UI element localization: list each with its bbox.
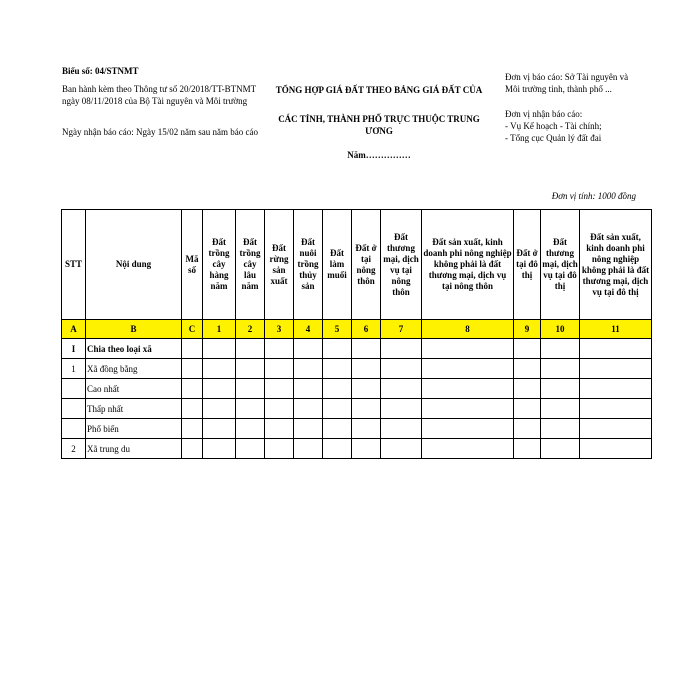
column-index: 3: [265, 320, 294, 339]
recipient-item: - Vụ Kế hoạch - Tài chính;: [505, 121, 602, 131]
column-header: STT: [62, 210, 86, 320]
column-index: 7: [381, 320, 422, 339]
column-header: Đất trồng cây hàng năm: [203, 210, 236, 320]
column-header: Đất làm muối: [323, 210, 352, 320]
column-header: Đất sản xuất, kinh doanh phi nông nghiệp không phải là đất thương mại, dịch vụ tại nông thôn: [422, 210, 514, 320]
column-header: Đất ở tại nông thôn: [352, 210, 381, 320]
row-content: Xã đồng bằng: [86, 359, 182, 379]
recipient-list: [505, 120, 665, 144]
report-title-line2: CÁC TỈNH, THÀNH PHỐ TRỰC THUỘC TRUNG ƯƠNG: [278, 114, 480, 136]
table-row: [62, 419, 652, 439]
column-index: 9: [514, 320, 541, 339]
column-index: 1: [203, 320, 236, 339]
table-row: [62, 359, 652, 379]
recipient-heading: Đơn vị nhận báo cáo:: [505, 109, 583, 119]
recipient-item: - Tổng cục Quản lý đất đai: [505, 133, 602, 143]
column-header: Đất trồng cây lâu năm: [236, 210, 265, 320]
column-index: C: [182, 320, 203, 339]
column-index: 8: [422, 320, 514, 339]
unit-note: Đơn vị tính: 1000 đồng: [551, 191, 636, 201]
row-stt: I: [62, 339, 86, 359]
report-title-line1: TỔNG HỢP GIÁ ĐẤT THEO BẢNG GIÁ ĐẤT CỦA: [275, 85, 483, 95]
column-index: 2: [236, 320, 265, 339]
receipt-date: Ngày nhận báo cáo: Ngày 15/02 năm sau năm báo cáo: [62, 127, 258, 137]
row-content: Cao nhất: [86, 379, 182, 399]
column-index-row: [62, 320, 652, 339]
form-code: Biểu số: 04/STNMT: [62, 66, 139, 76]
row-stt: [62, 399, 86, 419]
table-row: [62, 379, 652, 399]
land-price-table: [61, 209, 652, 459]
row-content: Phổ biến: [86, 419, 182, 439]
column-index: 11: [580, 320, 652, 339]
column-index: 6: [352, 320, 381, 339]
row-stt: 2: [62, 439, 86, 459]
column-index: 10: [541, 320, 580, 339]
column-header: Đất thương mại, dịch vụ tại nông thôn: [381, 210, 422, 320]
column-header: Đất sản xuất, kinh doanh phi nông nghiệp không phải là đất thương mại, dịch vụ tại đô thị: [580, 210, 652, 320]
column-header: Đất nuôi trồng thủy sản: [294, 210, 323, 320]
table-row: [62, 339, 652, 359]
column-index: 5: [323, 320, 352, 339]
row-stt: 1: [62, 359, 86, 379]
issuing-document: Ban hành kèm theo Thông tư số 20/2018/TT-BTNMT ngày 08/11/2018 của Bộ Tài nguyên và Môi trường: [62, 84, 256, 106]
row-content: Thấp nhất: [86, 399, 182, 419]
report-year: Năm……………: [347, 150, 411, 160]
row-stt: [62, 419, 86, 439]
column-index: 4: [294, 320, 323, 339]
column-header: Đất ở tại đô thị: [514, 210, 541, 320]
row-content: Xã trung du: [86, 439, 182, 459]
header-row: [62, 210, 652, 320]
table-row: [62, 399, 652, 419]
row-content: Chia theo loại xã: [86, 339, 182, 359]
reporting-unit: Đơn vị báo cáo: Sở Tài nguyên và Môi trường tỉnh, thành phố ...: [505, 72, 629, 94]
column-index: B: [86, 320, 182, 339]
column-header: Đất thương mại, dịch vụ tại đô thị: [541, 210, 580, 320]
column-header: Mã số: [182, 210, 203, 320]
column-header: Nội dung: [86, 210, 182, 320]
row-stt: [62, 379, 86, 399]
table-row: [62, 439, 652, 459]
column-header: Đất rừng sản xuất: [265, 210, 294, 320]
column-index: A: [62, 320, 86, 339]
